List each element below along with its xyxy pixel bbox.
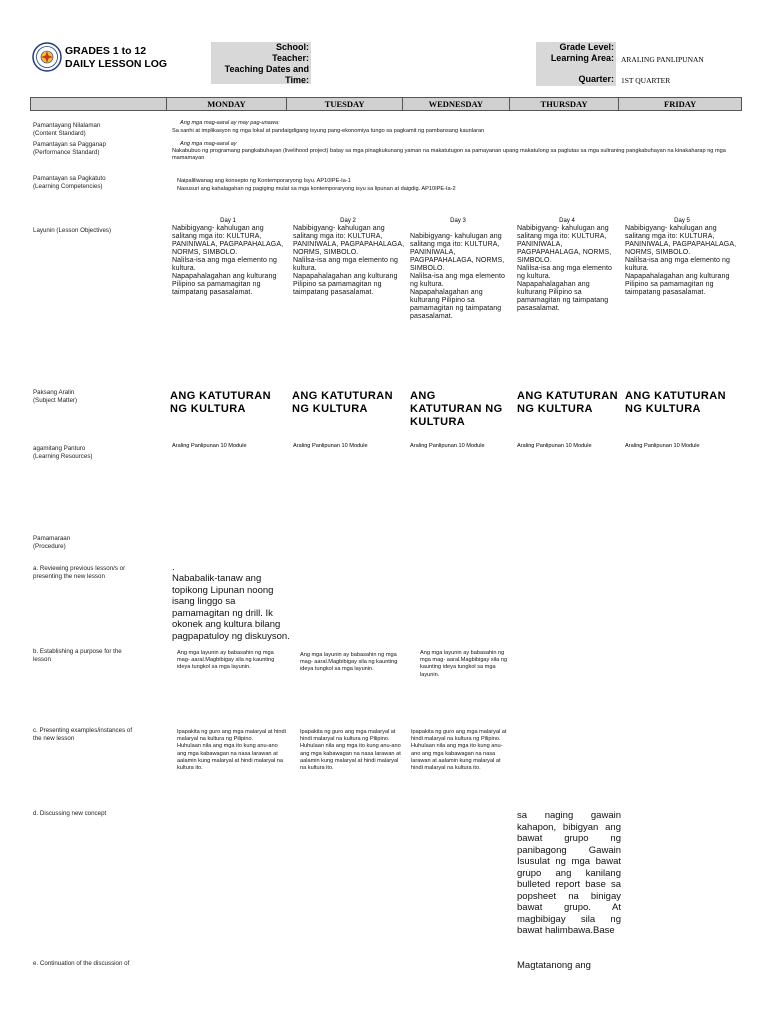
grade-level-label: Grade Level: xyxy=(559,42,614,52)
day-wednesday: WEDNESDAY xyxy=(402,98,509,110)
objectives-monday xyxy=(172,225,286,297)
row-label-procedure: Pamamaraan (Procedure) xyxy=(33,535,71,551)
objectives-friday xyxy=(625,225,743,297)
subject-thursday: ANG KATUTURAN NG KULTURA xyxy=(517,390,618,415)
objectives-thursday xyxy=(517,225,621,313)
objective-appreciate: Napapahalagahan ang kulturang Pilipino sa pamamagitan ng taimpatang pasasalamat. xyxy=(625,273,730,296)
purpose-wednesday: Ang mga layunin ay babasahin ng mga mag- aaral.Magbibigay sila ng kaunting ideya tungkol sa mga layunin. xyxy=(420,650,508,678)
subject-friday: ANG KATUTURAN NG KULTURA xyxy=(625,390,726,415)
day-label-1: Day 1 xyxy=(220,218,236,224)
day-thursday: THURSDAY xyxy=(509,98,619,110)
objective-define: Nabibigyang- kahulugan ang salitang mga ito: KULTURA, PANINIWALA, PAGPAPAHALAGA, NORMS, SIMBOLO. xyxy=(172,225,284,256)
resource-thursday: Araling Panlipunan 10 Module xyxy=(517,443,592,449)
objective-define: Nabibigyang- kahulugan ang salitang mga ito: KULTURA, PANINIWALA, PAGPAPAHALAGA, NORMS, SIMBOLO. xyxy=(517,225,612,264)
day-label-2: Day 2 xyxy=(340,218,356,224)
row-label-objectives: Layunin (Lesson Objectives) xyxy=(33,227,112,234)
day-monday: MONDAY xyxy=(166,98,287,110)
objective-appreciate: Napapahalagahan ang kulturang Pilipino sa pamamagitan ng taimpatang pasasalamat. xyxy=(517,281,609,312)
review-marker: . xyxy=(172,562,175,573)
days-header xyxy=(30,97,742,111)
objective-define: Nabibigyang- kahulugan ang salitang mga ito: KULTURA, PANINIWALA, PAGPAPAHALAGA, NORMS, SIMBOLO. xyxy=(293,225,405,256)
content-standard-text: Sa sanhi at implikasyon ng mga lokal at pandaigdigang isyung pang-ekonomiya tungo sa pagkamit ng pambansang kaunlaran xyxy=(172,128,485,134)
presenting-guess: Huhulaan nila ang mga ito kung anu-ano ang mga kabawagan na nasa larawan at aalamin kung malaryal at hindi malaryal na kultura ito. xyxy=(300,743,401,772)
competency-2: Nasusuri ang kahalagahan ng pagiging mulat sa mga kontemporaryong isyu sa lipunan at daigdig. AP10IPE-Ia-2 xyxy=(177,186,456,192)
presenting-monday xyxy=(177,729,287,772)
row-label-subject-matter: Paksang Aralin (Subject Matter) xyxy=(33,389,78,405)
objective-appreciate: Napapahalagahan ang kulturang Pilipino sa pamamagitan ng taimpatang pasasalamat. xyxy=(172,273,277,296)
teacher-label: Teacher: xyxy=(272,53,309,63)
row-label-a: a. Reviewing previous lesson/s or presenting the new lesson xyxy=(33,565,126,581)
presenting-show: Ipapakita ng guro ang mga malaryal at hindi malaryal na kultura ng Pilipino. xyxy=(177,729,286,743)
days-header-blank xyxy=(31,98,166,110)
objective-elements: Nalilsa-isa ang mga elemento ng kultura. xyxy=(293,257,399,272)
row-label-competencies: Pamantayan sa Pagkatuto (Learning Competencies) xyxy=(33,175,106,191)
time-label: Time: xyxy=(285,75,309,85)
day-label-4: Day 4 xyxy=(559,218,575,224)
day-label-3: Day 3 xyxy=(450,218,466,224)
subject-tuesday: ANG KATUTURAN NG KULTURA xyxy=(292,390,393,415)
purpose-tuesday: Ang mga layunin ay babasahin ng mga mag- aaral.Magbibigay sila ng kaunting ideya tungkol sa mga layunin. xyxy=(300,652,398,673)
dates-label: Teaching Dates and xyxy=(224,64,309,74)
objective-elements: Nalilsa-isa ang mga elemento ng kultura. xyxy=(517,265,613,280)
presenting-wednesday xyxy=(411,729,511,772)
row-label-c: c. Presenting examples/instances of the new lesson xyxy=(33,727,133,743)
row-label-performance-standard: Pamantayan sa Pagganap (Performance Standard) xyxy=(33,141,106,157)
presenting-show: Ipapakita ng guro ang mga malaryal at hindi malaryal na kultura ng Pilipino. xyxy=(411,729,507,743)
subject-wednesday: ANG KATUTURAN NG KULTURA xyxy=(410,390,503,428)
day-label-5: Day 5 xyxy=(674,218,690,224)
objective-elements: Nalilsa-isa ang mga elemento ng kultura. xyxy=(172,257,278,272)
objective-elements: Nalilsa-isa ang mga elemento ng kultura. xyxy=(625,257,731,272)
learning-area-value: ARALING PANLIPUNAN xyxy=(621,55,704,64)
objectives-wednesday xyxy=(410,233,510,321)
day-tuesday: TUESDAY xyxy=(286,98,402,110)
objective-appreciate: Napapahalagahan ang kulturang Pilipino sa pamamagitan ng taimpatang pasasalamat. xyxy=(293,273,398,296)
presenting-guess: Huhulaan nila ang mga ito kung anu-ano ang mga kabawagan na nasa larawan at aalamin kung malaryal at hindi malaryal na kultura ito. xyxy=(411,743,503,772)
content-standard-intro: Ang mga mag-aaral ay may pag-unawa: xyxy=(180,120,280,126)
resource-wednesday: Araling Panlipunan 10 Module xyxy=(410,443,485,449)
day-friday: FRIDAY xyxy=(618,98,741,110)
resource-monday: Araling Panlipunan 10 Module xyxy=(172,443,247,449)
objective-define: Nabibigyang- kahulugan ang salitang mga ito: KULTURA, PANINIWALA, PAGPAPAHALAGA, NORMS, SIMBOLO. xyxy=(410,233,505,272)
discussing-thursday: sa naging gawain kahapon, bibigyan ang bawat grupo ng panibagong Gawain Isusulat ng mga bawat grupo ang kanilang bulleted report base sa popsheet na binigay bawat grupo. At magbibigay sila ng bawat halimbawa.Base xyxy=(517,810,621,936)
objectives-tuesday xyxy=(293,225,405,297)
purpose-monday: Ang mga layunin ay babasahin ng mga mag- aaral.Magbibigay sila ng kaunting ideya tungkol sa mga layunin. xyxy=(177,650,275,671)
learning-area-label: Learning Area: xyxy=(550,53,614,63)
quarter-value: 1ST QUARTER xyxy=(621,76,671,85)
page-title xyxy=(65,45,167,71)
resource-tuesday: Araling Panlipunan 10 Module xyxy=(293,443,368,449)
performance-standard-text: Nakabubuo ng programang pangkabuhayan (livelihood project) batay sa mga pinagkukunang yaman na makatutugon sa pamayanan upang makatulong sa paglutas sa mga suliraning pangkabuhayan na kinakaharap ng mga mamamayan xyxy=(172,148,726,162)
review-text-monday: Nababalik-tanaw ang topikong Lipunan noong isang linggo sa pamamagitan ng drill. Ik okonek ang kultura bilang pagpapatuloy ng diskuyson. xyxy=(172,573,290,642)
resource-friday: Araling Panlipunan 10 Module xyxy=(625,443,700,449)
row-label-content-standard: Pamantayang Nilalaman (Content Standard) xyxy=(33,122,101,138)
row-label-resources: agamitang Panturo (Learning Resources) xyxy=(33,445,93,461)
objective-appreciate: Napapahalagahan ang kulturang Pilipino sa pamamagitan ng taimpatang pasasalamat. xyxy=(410,289,502,320)
row-label-d: d. Discussing new concept xyxy=(33,810,107,817)
presenting-guess: Huhulaan nila ang mga ito kung anu-ano ang mga kabawagan na nasa larawan at aalamin kung malaryal at hindi malaryal na kultura ito. xyxy=(177,743,284,772)
continuation-thursday: Magtatanong ang xyxy=(517,960,591,971)
title-line-2: DAILY LESSON LOG xyxy=(65,58,168,70)
objective-elements: Nalilsa-isa ang mga elemento ng kultura. xyxy=(410,273,506,288)
row-label-e: e. Continuation of the discussion of xyxy=(33,960,130,967)
row-label-b: b. Establishing a purpose for the lesson xyxy=(33,648,122,664)
quarter-label: Quarter: xyxy=(578,74,614,84)
subject-monday: ANG KATUTURAN NG KULTURA xyxy=(170,390,271,415)
competency-1: Naipaliliwanag ang konsepto ng Kontemporaryong Isyu. AP10IPE-Ia-1 xyxy=(177,178,351,184)
objective-define: Nabibigyang- kahulugan ang salitang mga ito: KULTURA, PANINIWALA, PAGPAPAHALAGA, NORMS, SIMBOLO. xyxy=(625,225,737,256)
performance-standard-intro: Ang mga mag-aaral ay xyxy=(180,141,237,147)
presenting-tuesday xyxy=(300,729,402,772)
school-label: School: xyxy=(276,42,309,52)
title-line-1: GRADES 1 to 12 xyxy=(65,45,147,57)
deped-seal-icon xyxy=(32,42,62,72)
presenting-show: Ipapakita ng guro ang mga malaryal at hindi malaryal na kultura ng Pilipino. xyxy=(300,729,396,743)
